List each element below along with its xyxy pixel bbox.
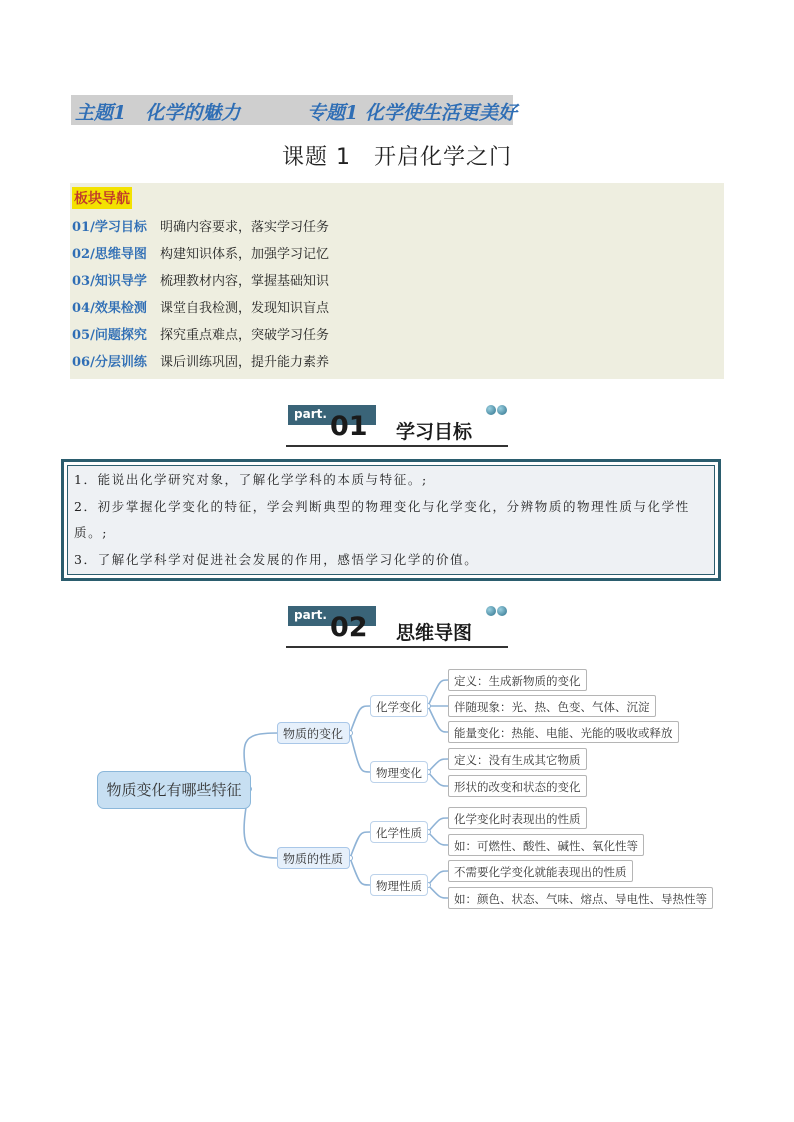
- mindmap-node-chemical-property: 化学性质: [370, 821, 428, 843]
- mindmap-node-property: 物质的性质: [277, 847, 350, 869]
- part-tag: part.: [288, 606, 376, 626]
- mindmap-node-physical-change: 物理变化: [370, 761, 428, 783]
- goal-item: 3．了解化学科学对促进社会发展的作用，感悟学习化学的价值。: [74, 552, 479, 567]
- mindmap-root: 物质变化有哪些特征: [97, 771, 251, 809]
- lesson-title: 课题 1 开启化学之门: [282, 145, 512, 170]
- decorative-dots-icon: [486, 405, 508, 417]
- nav-item-desc: 构建知识体系，加强学习记忆: [160, 247, 330, 262]
- goal-item: 2．初步掌握化学变化的特征，学会判断典型的物理变化与化学变化，分辨物质的物理性质与化学性: [74, 499, 690, 514]
- nav-item: [72, 216, 329, 235]
- mindmap-node-change: 物质的变化: [277, 722, 350, 744]
- mindmap-leaf: 不需要化学变化就能表现出的性质: [448, 860, 633, 882]
- header-band: [71, 95, 517, 125]
- part-label: 学习目标: [396, 421, 473, 443]
- nav-item: [72, 297, 329, 316]
- nav-item-desc: 梳理教材内容，掌握基础知识: [160, 274, 330, 289]
- mindmap-leaf: 化学变化时表现出的性质: [448, 807, 587, 829]
- topic-title: 专题1 化学使生活更美好: [307, 102, 517, 124]
- nav-item-number: 05/问题探究: [72, 328, 147, 343]
- nav-item: [72, 243, 329, 262]
- part-label: 思维导图: [396, 622, 473, 644]
- nav-item: [72, 324, 329, 343]
- nav-item-desc: 探究重点难点，突破学习任务: [160, 328, 330, 343]
- nav-item-number: 04/效果检测: [72, 301, 147, 316]
- nav-item-number: 02/思维导图: [72, 247, 147, 262]
- goal-item: 质。;: [74, 525, 109, 540]
- mindmap-node-physical-property: 物理性质: [370, 874, 428, 896]
- mindmap-leaf: 伴随现象：光、热、色变、气体、沉淀: [448, 695, 656, 717]
- divider: [286, 445, 508, 447]
- part-tag: part.: [288, 405, 376, 425]
- decorative-dots-icon: [486, 606, 508, 618]
- nav-item-desc: 课堂自我检测，发现知识盲点: [160, 301, 330, 316]
- mindmap-leaf: 形状的改变和状态的变化: [448, 775, 587, 797]
- goal-item: 1．能说出化学研究对象，了解化学学科的本质与特征。;: [74, 472, 428, 487]
- mindmap-leaf: 能量变化：热能、电能、光能的吸收或释放: [448, 721, 679, 743]
- section-navigation: [70, 183, 724, 379]
- mindmap-leaf: 如：可燃性、酸性、碱性、氧化性等: [448, 834, 644, 856]
- nav-title: 板块导航: [72, 187, 132, 209]
- mindmap-leaf: 定义：没有生成其它物质: [448, 748, 587, 770]
- mindmap-node-chemical-change: 化学变化: [370, 695, 428, 717]
- nav-item-number: 03/知识导学: [72, 274, 147, 289]
- nav-item: [72, 351, 329, 370]
- divider: [286, 646, 508, 648]
- part-number: 02: [330, 612, 368, 643]
- theme-title: 主题1 化学的魅力: [75, 102, 241, 124]
- nav-item-desc: 课后训练巩固，提升能力素养: [160, 355, 330, 370]
- part-02-header: [286, 606, 508, 650]
- nav-item-number: 06/分层训练: [72, 355, 147, 370]
- mindmap-leaf: 如：颜色、状态、气味、熔点、导电性、导热性等: [448, 887, 713, 909]
- nav-item-desc: 明确内容要求，落实学习任务: [160, 220, 330, 235]
- nav-item: [72, 270, 329, 289]
- learning-goals-box: [61, 459, 721, 581]
- part-number: 01: [330, 411, 368, 442]
- nav-item-number: 01/学习目标: [72, 220, 147, 235]
- part-01-header: [286, 405, 508, 449]
- mindmap-leaf: 定义：生成新物质的变化: [448, 669, 587, 691]
